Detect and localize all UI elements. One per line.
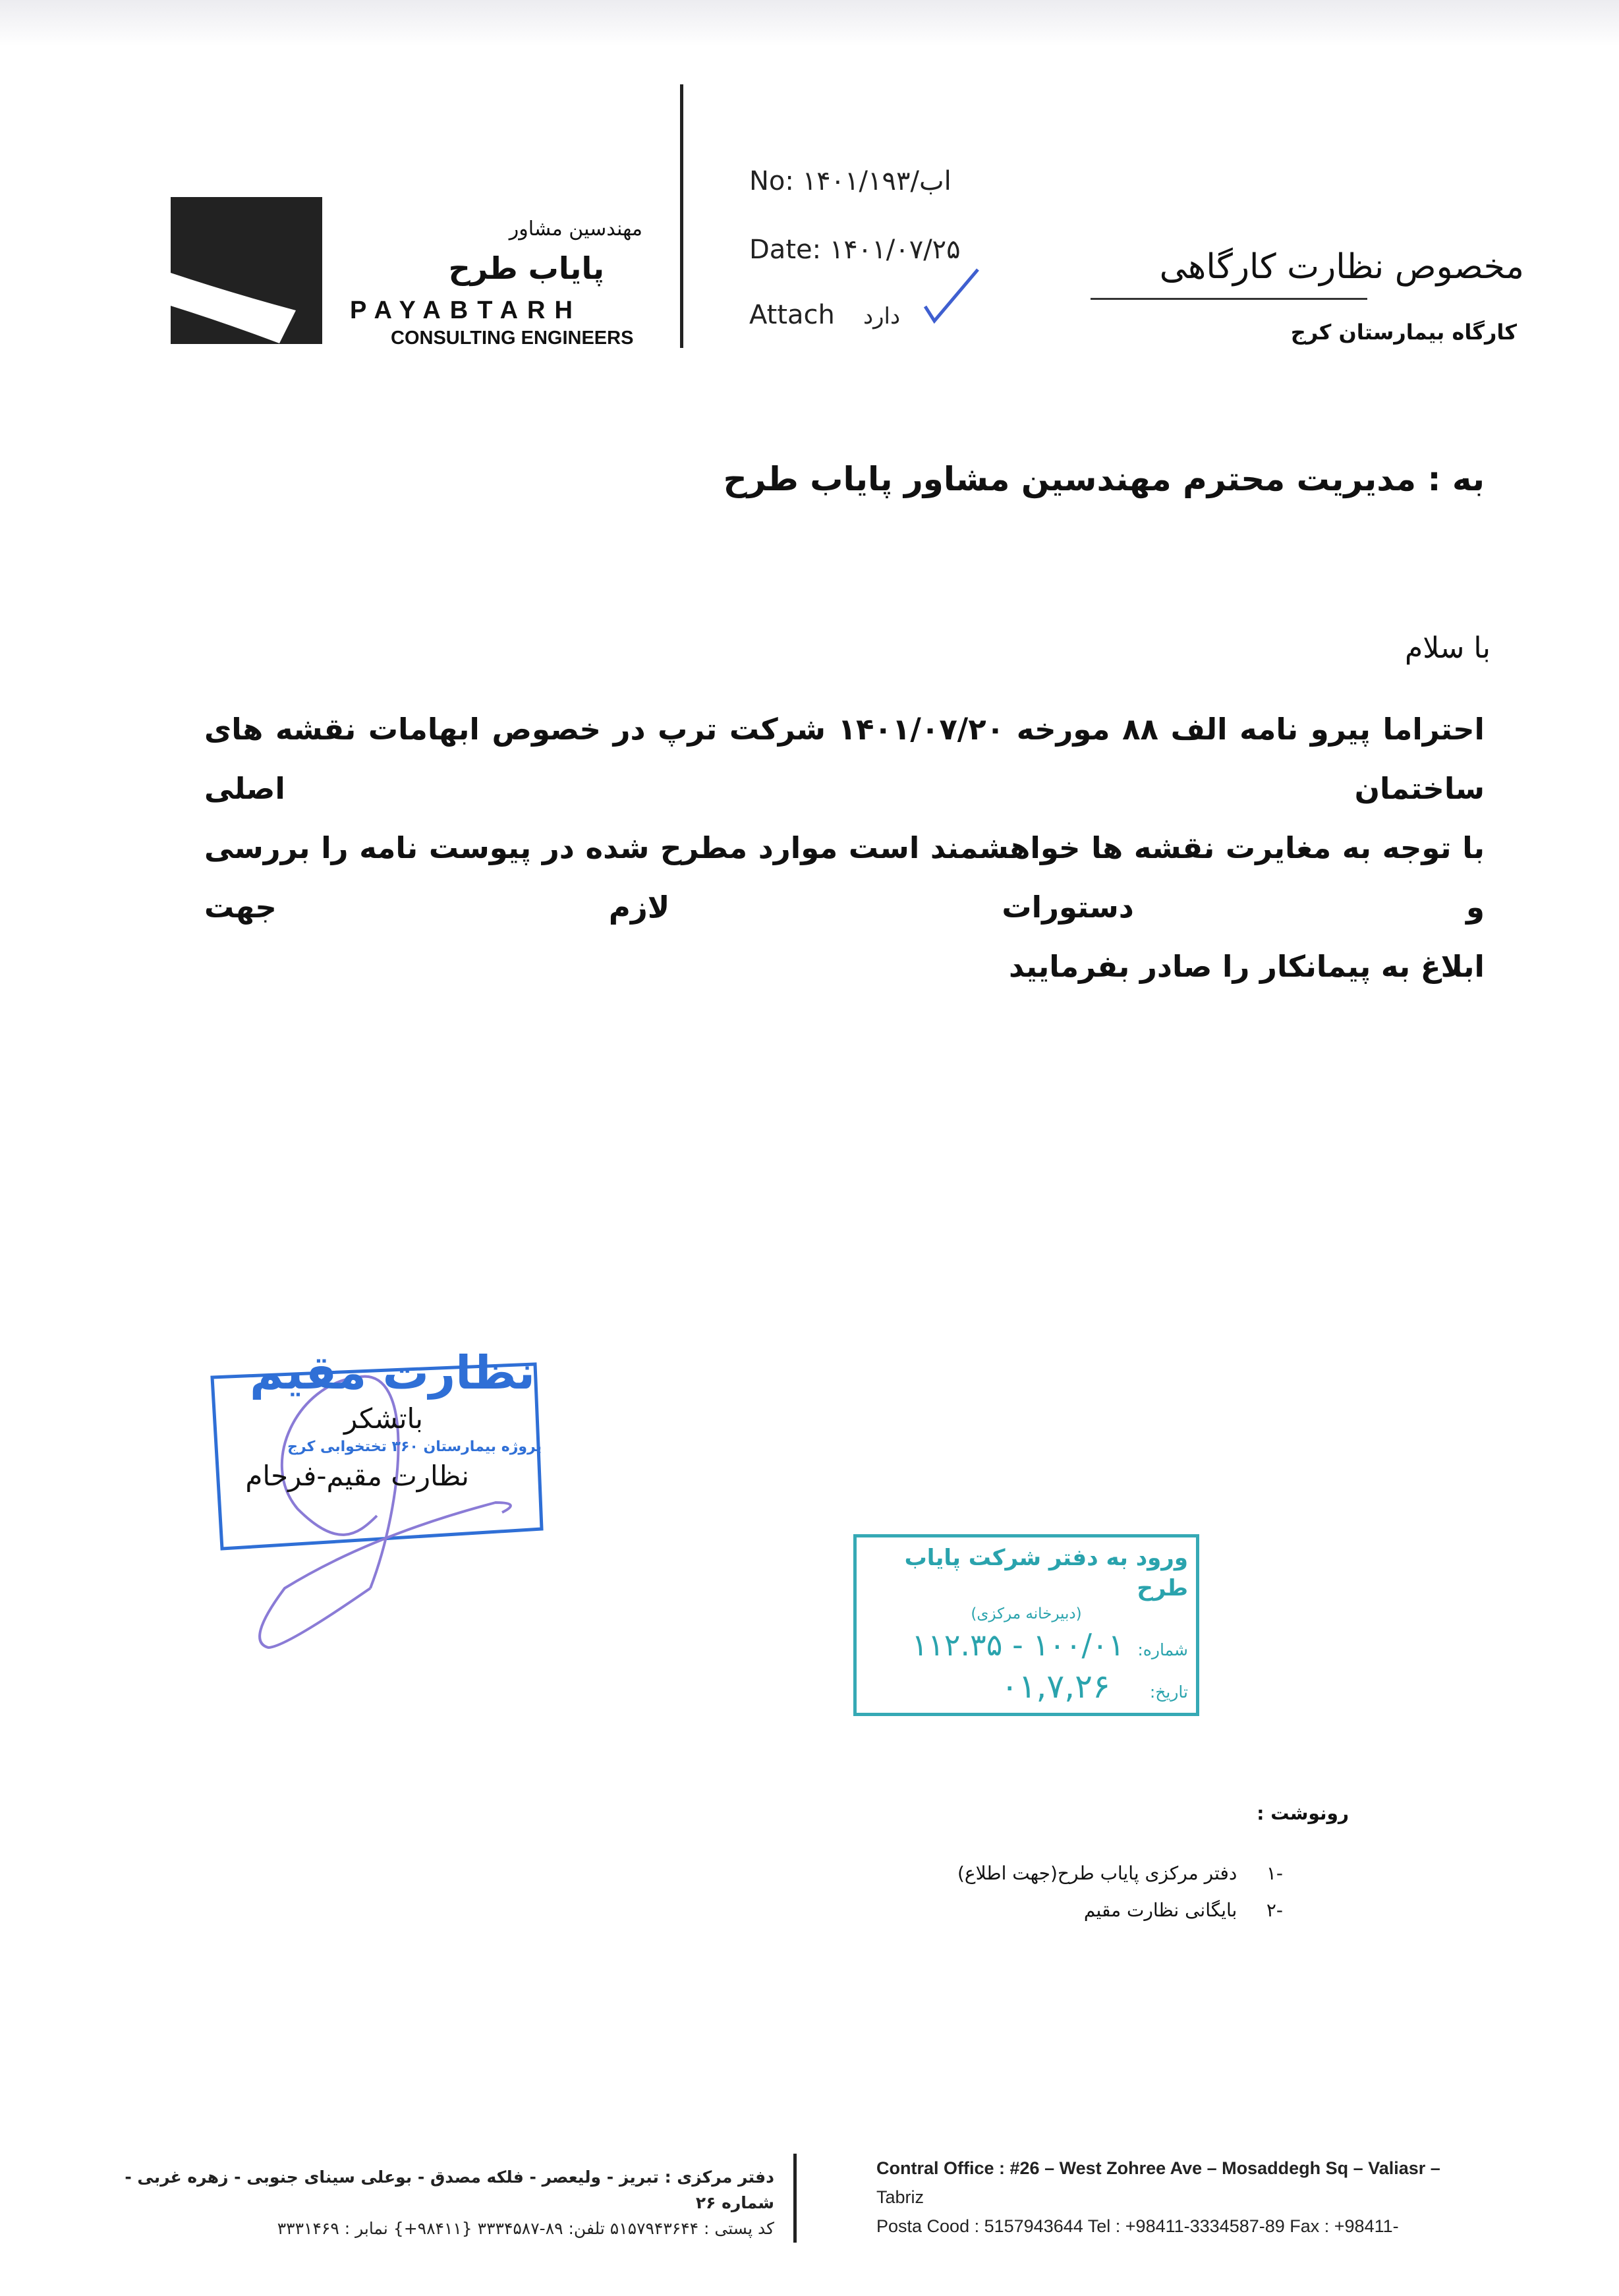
site-name: کارگاه بیمارستان کرج [1290,320,1517,345]
body-line: با توجه به مغایرت نقشه ها خواهشمند است موارد مطرح شده در پیوست نامه را بررسی و دستورات لازم جهت [204,830,1485,925]
receipt-date-row [865,1665,1188,1708]
stamp-title: نظارت مقیم [250,1346,535,1400]
letter-body [204,700,1485,996]
signature-stamp [219,1344,548,1495]
checkmark-icon [923,267,982,326]
cc-item [957,1862,1283,1884]
footer-fa-number: شماره ۲۶ [695,2193,774,2212]
company-fa-name: پایاب طرح [448,250,604,286]
company-fa-subtitle: مهندسین مشاور [509,217,642,241]
cc-item [1084,1899,1283,1921]
receipt-number-row [865,1624,1188,1665]
body-line: ابلاغ به پیمانکار را صادر بفرمایید [1009,949,1485,984]
header-divider [680,84,683,348]
date-value: ۱۴۰۱/۰۷/۲۵ [829,235,961,265]
receipt-date-label: تاریخ: [1149,1682,1188,1702]
footer-divider [793,2154,797,2243]
addressee: به : مدیریت محترم مهندسین مشاور پایاب طرح [723,460,1485,498]
heading-underline [1091,298,1367,300]
footer-en [876,2154,1601,2241]
cc-item-text: دفتر مرکزی پایاب طرح(جهت اطلاع) [957,1862,1237,1884]
footer-fa-contact: کد پستی : ۵۱۵۷۹۴۳۶۴۴ تلفن: ۸۹-۳۳۳۴۵۸۷ {۹۸۴۱۱+} نمابر : ۳۳۳۱۴۶۹ [277,2219,774,2238]
attach-value: دارد [863,303,901,330]
company-en-subtitle: CONSULTING ENGINEERS [391,328,634,349]
receipt-number-label: شماره: [1137,1640,1188,1659]
stamp-subtitle: پروژه بیمارستان ۳۶۰ تختخوابی کرج [287,1439,542,1455]
signature-thanks: باتشکر [343,1402,423,1435]
cc-label: رونوشت : [1257,1802,1349,1824]
receipt-title: ورود به دفتر شرکت پایاب طرح [904,1545,1188,1601]
receipt-date-value: ۰۱,۷,۲۶ [1000,1667,1110,1706]
footer-en-contact: Posta Cood : 5157943644 Tel : +98411-3334587-89 Fax : +98411- [876,2216,1399,2236]
date-label: Date: [749,235,822,265]
cc-item-number: -۲ [1266,1899,1283,1921]
footer-fa [115,2164,774,2241]
greeting: با سلام [1404,631,1491,665]
cc-item-text: بایگانی نظارت مقیم [1083,1899,1237,1921]
company-en-name: PAYABTARH [350,297,582,324]
footer-en-city: Tabriz [876,2187,924,2207]
no-label: No: [749,166,794,196]
no-value: ۱۴۰۱/اب/۱۹۳ [802,166,952,196]
company-logo [171,197,322,344]
letter-number [749,166,952,196]
confidential-heading: مخصوص نظارت کارگاهی [1159,247,1524,287]
receipt-stamp [853,1534,1199,1716]
logo-mark-icon [171,197,322,344]
receipt-subtitle: (دبیرخانه مرکزی) [971,1605,1082,1622]
signer-name: نظارت مقیم-فرحام [245,1460,469,1492]
cc-item-number: -۱ [1266,1862,1283,1884]
footer-fa-address: دفتر مرکزی : تبریز - ولیعصر - فلکه مصدق - بوعلی سینای جنوبی - زهره غربی - [125,2167,774,2187]
footer-en-address: Contral Office : #26 – West Zohree Ave – Mosaddegh Sq – Valiasr – [876,2158,1440,2178]
scan-shade [0,0,1619,46]
receipt-number-value: ۱۰۰/۰۱ - ۱۱۲.۳۵ [911,1627,1125,1663]
body-line: احتراما پیرو نامه الف ۸۸ مورخه ۱۴۰۱/۰۷/۲۰ شرکت ترپ در خصوص ابهامات نقشه های ساختمان اصلی [204,712,1485,806]
attach-label: Attach [749,300,835,330]
letter-date [749,235,961,265]
